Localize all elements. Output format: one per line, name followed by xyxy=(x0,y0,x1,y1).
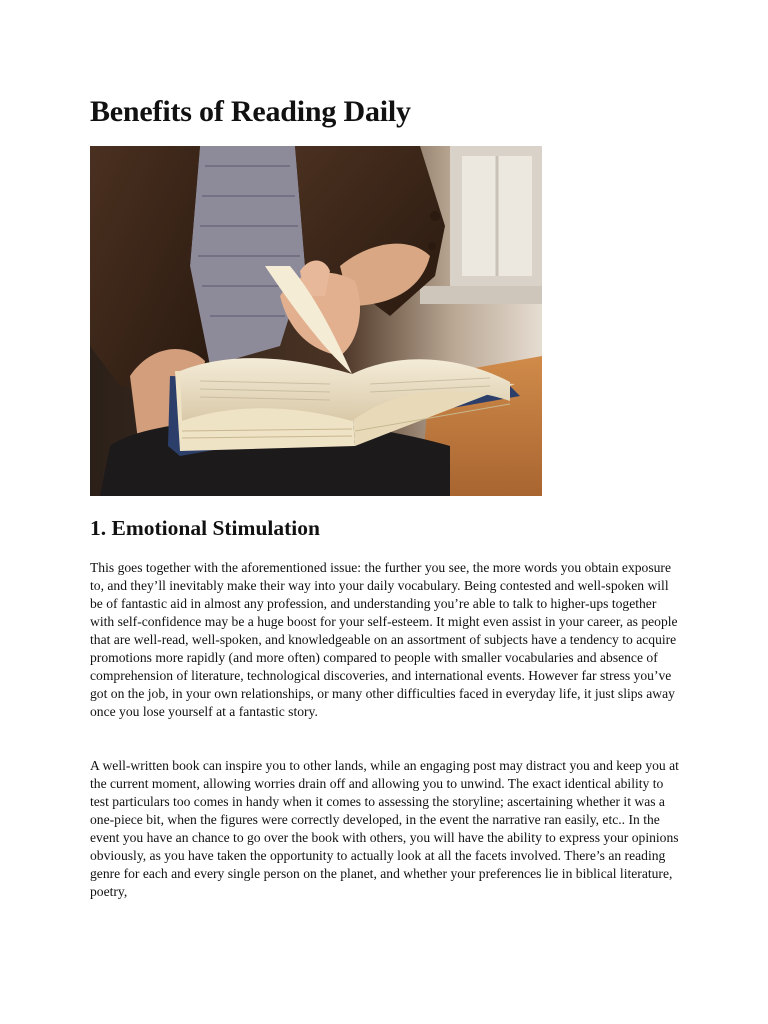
paragraph-2: A well-written book can inspire you to other lands, while an engaging post may distract you and keep you at the current moment, allowing worries drain off and allowing you to unwind. The exact identical ability to test particulars too comes in handy when it comes to assessing the storyline; ascertaining whether it was a one-piece bit, when the figures were correctly developed, in the event the narrative ran easily, etc.. In the event you have an chance to go over the book with others, you will have the ability to express your opinions obviously, as you have taken the opportunity to actually look at all the facets involved. There’s an reading genre for each and every single person on the planet, and whether your preferences lie in biblical literature, poetry, xyxy=(90,758,679,899)
reading-photo-illustration xyxy=(90,146,542,496)
paragraph-1: This goes together with the aforementioned issue: the further you see, the more words you obtain exposure to, and they’ll inevitably make their way into your daily vocabulary. Being contested and well-spoken will be of fantastic aid in almost any profession, and understanding you’re able to talk to higher-ups together with self-confidence may be a huge boost for your self-esteem. It might even assist in your career, as people that are well-read, well-spoken, and knowledgeable on an assortment of subjects have a tendency to acquire promotions more rapidly (and more often) compared to people with smaller vocabularies and absence of comprehension of literature, technological discoveries, and international events. However far stress you’ve got on the job, in your own relationships, or many other difficulties faced in everyday life, it just slips away once you lose yourself at a fantastic story. xyxy=(90,560,678,719)
page-title: Benefits of Reading Daily xyxy=(90,95,411,128)
reading-photo xyxy=(90,146,542,496)
section-heading: 1. Emotional Stimulation xyxy=(90,516,320,540)
